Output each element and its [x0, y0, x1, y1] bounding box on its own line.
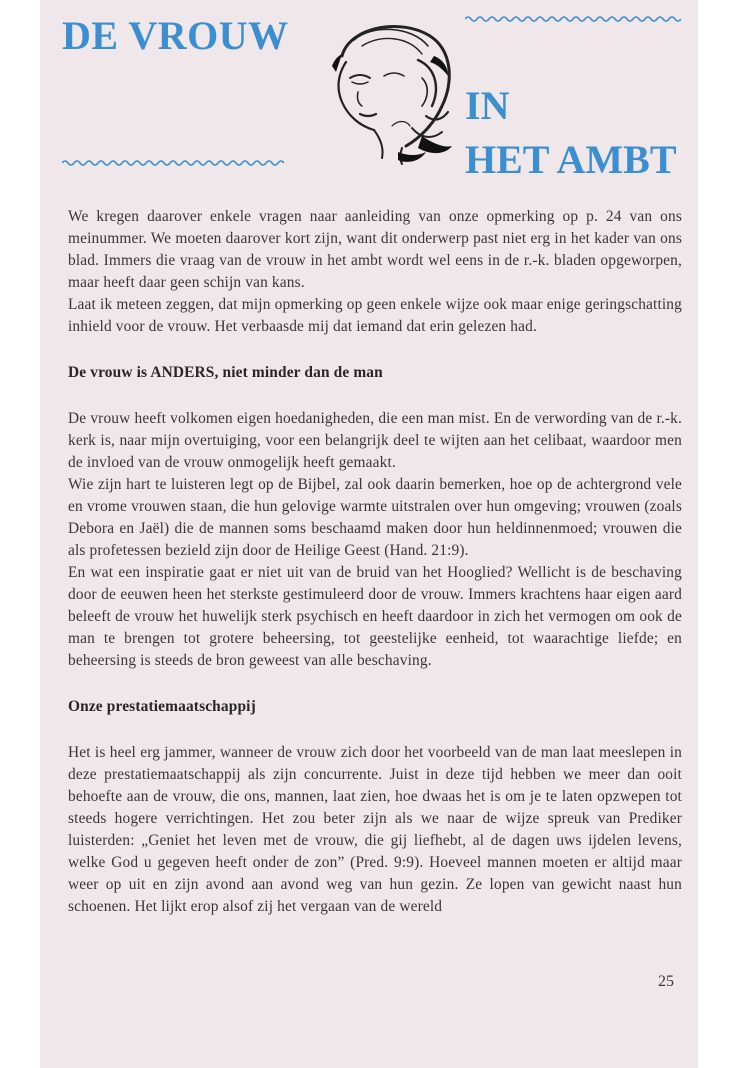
title-de-vrouw: DE VROUW	[62, 13, 289, 58]
section-heading: Onze prestatiemaatschappij	[68, 698, 256, 715]
paragraph: En wat een inspiratie gaat er niet uit van de bruid van het Hooglied? Wellicht is de beschaving door de eeuwen heen het sterkste gestimuleerd door de vrouw. Immers krachtens haar eigen aard beleeft de vrouw het huwelijk sterk psychisch en heeft daardoor in zich het vermogen om ook de man te brengen tot grotere beheersing, tot geestelijke eenheid, tot waarachtige liefde; en beheersing is steeds de bron geweest van alle beschaving.	[68, 564, 682, 669]
paragraph: Laat ik meteen zeggen, dat mijn opmerking op geen enkele wijze ook maar enige geringschatting inhield voor de vrouw. Het verbaasde mij dat iemand dat erin gelezen had.	[68, 296, 682, 335]
paragraph: We kregen daarover enkele vragen naar aanleiding van onze opmerking op p. 24 van ons meinummer. We moeten daarover kort zijn, want dit onderwerp past niet erg in het kader van ons blad. Immers die vraag van de vrouw in het ambt wordt wel eens in de r.-k. bladen opgeworpen, maar heeft daar geen schijn van kans.	[68, 208, 682, 291]
page	[40, 0, 698, 1068]
title-het-ambt: HET AMBT	[465, 137, 677, 182]
title-in: IN	[465, 83, 510, 128]
page-number: 25	[658, 973, 674, 990]
paragraph: Wie zijn hart te luisteren legt op de Bijbel, zal ook daarin bemerken, hoe op de achtergrond vele en vrome vrouwen staan, die hun gelovige warmte uitstralen over hun omgeving; vrouwen (zoals Debora en Jaël) die de mannen soms beschaamd maken door hun heldinnenmoed; vrouwen die als profetessen bezield zijn door de Heilige Geest (Hand. 21:9).	[68, 476, 682, 559]
section-heading: De vrouw is ANDERS, niet minder dan de man	[68, 364, 383, 381]
paragraph: Het is heel erg jammer, wanneer de vrouw zich door het voorbeeld van de man laat meeslepen in deze prestatiemaatschappij als zijn concurrente. Juist in deze tijd hebben we meer dan ooit behoefte aan de vrouw, die ons, mannen, laat zien, hoe dwaas het is om je te laten opzwepen tot steeds hogere verrichtingen. Het zou beter zijn als we naar de wijze spreuk van Prediker luisterden: „Geniet het leven met de vrouw, die gij liefhebt, al de dagen uws ijdelen levens, welke God u gegeven heeft onder de zon” (Pred. 9:9). Hoeveel mannen moeten er altijd maar weer op uit en zijn avond aan avond weg van hun gezin. Ze lopen van gewicht naast hun schoenen. Het lijkt erop alsof zij het vergaan van de wereld	[68, 744, 682, 915]
article-body	[68, 206, 682, 918]
woman-portrait-illustration	[302, 16, 458, 166]
wavy-line-decoration	[465, 14, 681, 24]
paragraph: De vrouw heeft volkomen eigen hoedanigheden, die een man mist. En de verwording van de r.-k. kerk is, naar mijn overtuiging, voor een belangrijk deel te wijten aan het celibaat, waardoor men de invloed van de vrouw onmogelijk heeft gemaakt.	[68, 410, 682, 471]
wavy-line-decoration	[62, 158, 284, 168]
